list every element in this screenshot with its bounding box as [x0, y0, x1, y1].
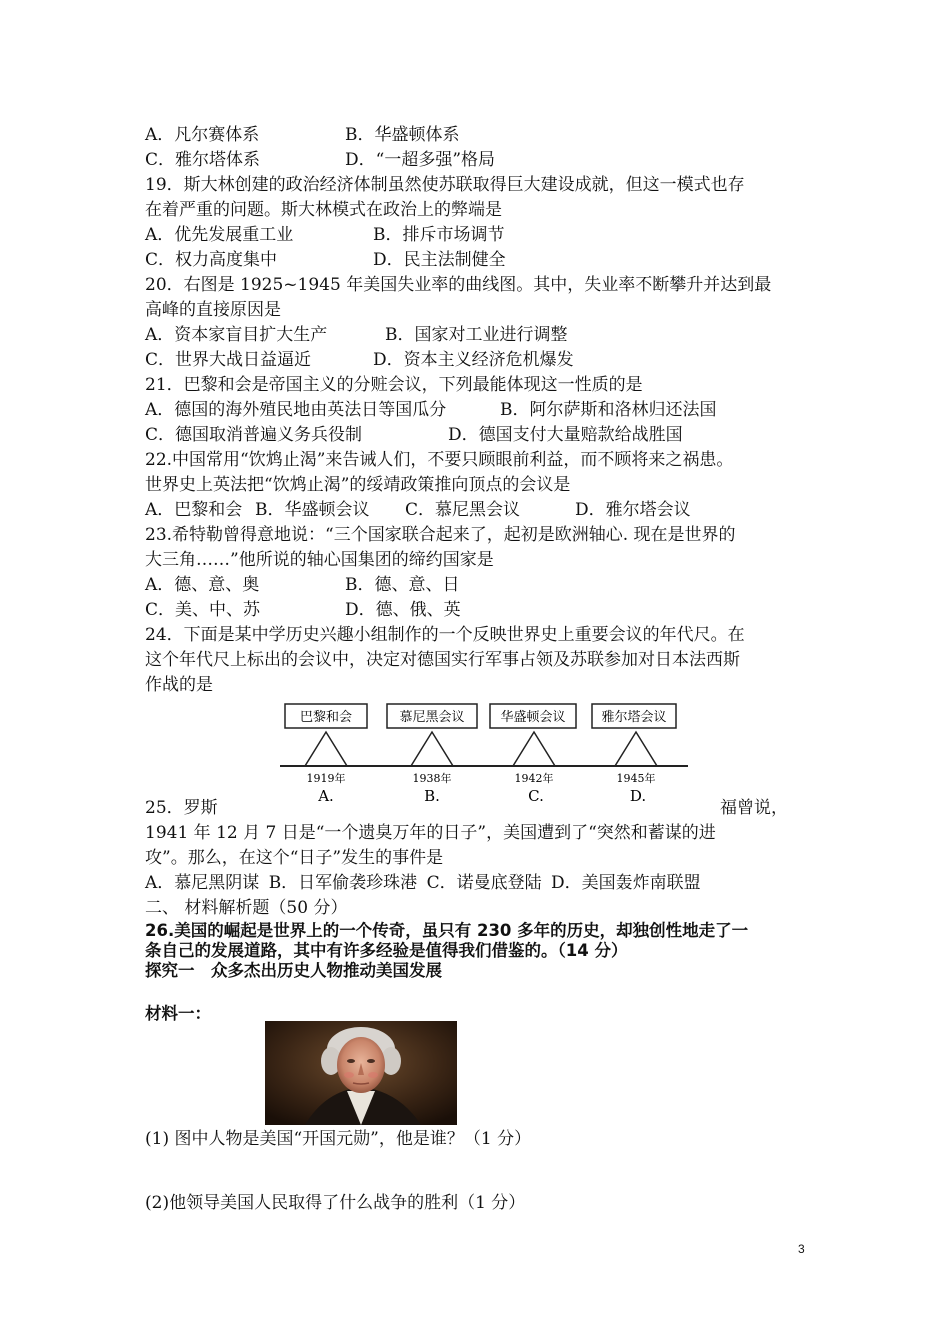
q23-stem-line2: 大三角……”他所说的轴心国集团的缔约国家是 [145, 550, 494, 570]
q20-stem-line2: 高峰的直接原因是 [145, 300, 281, 320]
q21-stem: 21．巴黎和会是帝国主义的分赃会议，下列最能体现这一性质的是 [145, 375, 643, 395]
q22-option-d: D．雅尔塔会议 [575, 500, 691, 520]
q22-option-c: C．慕尼黑会议 [405, 500, 521, 520]
q19-option-b: B．排斥市场调节 [373, 225, 505, 245]
q23-option-d: D．德、俄、英 [345, 600, 461, 620]
q26-stem-line1: 26.美国的崛起是世界上的一个传奇，虽只有 230 多年的历史，却独创性地走了一 [145, 921, 749, 940]
q20-option-b: B．国家对工业进行调整 [385, 325, 568, 345]
event-letter: C. [528, 787, 544, 805]
q19-stem-line2: 在着严重的问题。斯大林模式在政治上的弊端是 [145, 200, 502, 220]
q20-option-d: D．资本主义经济危机爆发 [373, 350, 574, 370]
q25-stem-end: 福曾说， [720, 798, 788, 818]
event-year: 1942年 [514, 772, 554, 785]
q24-stem-line1: 24．下面是某中学历史兴趣小组制作的一个反映世界史上重要会议的年代尺。在 [145, 625, 745, 645]
q26-explore-1: 探究一 众多杰出历史人物推动美国发展 [145, 961, 442, 980]
q18-option-b: B．华盛顿体系 [345, 125, 460, 145]
q22-option-a: A．巴黎和会 [145, 500, 243, 520]
event-year: 1945年 [616, 772, 656, 785]
q21-options-row1 [145, 399, 717, 421]
q20-stem-line1: 20．右图是 1925~1945 年美国失业率的曲线图。其中，失业率不断攀升并达到最 [145, 275, 772, 295]
event-triangle [513, 732, 555, 766]
event-letter: A. [318, 787, 334, 805]
event-label: 雅尔塔会议 [601, 710, 667, 725]
q25-option-d: D．美国轰炸南联盟 [551, 873, 701, 893]
q25-option-c: C．诺曼底登陆 [426, 873, 542, 893]
q23-options-row1 [145, 574, 460, 596]
event-year: 1919年 [306, 772, 346, 785]
q25-option-a: A．慕尼黑阴谋 [145, 873, 260, 893]
q20-option-a: A．资本家盲目扩大生产 [145, 325, 328, 345]
q20-options-row1 [145, 324, 568, 346]
q20-options-row2 [145, 349, 574, 371]
q24-stem-line3: 作战的是 [145, 675, 213, 695]
event-label: 慕尼黑会议 [399, 710, 465, 725]
event-label: 巴黎和会 [299, 710, 353, 725]
q25-stem-line3: 攻”。那么，在这个“日子”发生的事件是 [145, 848, 444, 868]
q23-option-c: C．美、中、苏 [145, 600, 261, 620]
q21-option-a: A．德国的海外殖民地由英法日等国瓜分 [145, 400, 447, 420]
q19-option-a: A．优先发展重工业 [145, 225, 294, 245]
timeline-event-d [592, 704, 676, 805]
event-triangle [305, 732, 347, 766]
q19-option-c: C．权力高度集中 [145, 250, 278, 270]
q25-stem-line2: 1941 年 12 月 7 日是“一个遗臭万年的日子”，美国遭到了“突然和蓄谋的进 [145, 823, 716, 843]
q19-option-d: D．民主法制健全 [373, 250, 506, 270]
q26-sub-question-1: (1) 图中人物是美国“开国元勋”，他是谁？（1 分） [145, 1129, 532, 1149]
q18-options-row2 [145, 149, 496, 171]
q19-stem-line1: 19．斯大林创建的政治经济体制虽然使苏联取得巨大建设成就，但这一模式也存 [145, 175, 745, 195]
q21-option-b: B．阿尔萨斯和洛林归还法国 [500, 400, 717, 420]
q23-option-a: A．德、意、奥 [145, 575, 260, 595]
q23-option-b: B．德、意、日 [345, 575, 460, 595]
q22-stem-line1: 22.中国常用“饮鸩止渴”来告诫人们，不要只顾眼前利益，而不顾将来之祸患。 [145, 450, 734, 470]
timeline-event-c [490, 704, 576, 805]
q22-options-row [145, 499, 691, 521]
event-letter: B. [424, 787, 440, 805]
portrait-image [265, 1021, 457, 1125]
q21-option-c: C．德国取消普遍义务兵役制 [145, 425, 363, 445]
event-triangle [615, 732, 657, 766]
q18-option-c: C．雅尔塔体系 [145, 150, 261, 170]
event-year: 1938年 [412, 772, 452, 785]
q18-option-d: D．“一超多强”格局 [345, 150, 496, 170]
q26-stem-line2: 条自己的发展道路，其中有许多经验是值得我们借鉴的。（14 分） [145, 941, 628, 960]
q24-stem-line2: 这个年代尺上标出的会议中，决定对德国实行军事占领及苏联参加对日本法西斯 [145, 650, 740, 670]
q21-option-d: D．德国支付大量赔款给战胜国 [448, 425, 683, 445]
timeline-figure [280, 698, 690, 808]
q22-option-b: B．华盛顿会议 [255, 500, 370, 520]
section-2-heading: 二、 材料解析题（50 分） [145, 898, 348, 918]
q18-options-row1 [145, 124, 460, 146]
q26-material-1-label: 材料一： [145, 1004, 211, 1023]
q23-options-row2 [145, 599, 461, 621]
q20-option-c: C．世界大战日益逼近 [145, 350, 312, 370]
event-letter: D. [629, 787, 647, 805]
q19-options-row1 [145, 224, 505, 246]
timeline-event-b [387, 704, 477, 805]
q22-stem-line2: 世界史上英法把“饮鸩止渴”的绥靖政策推向顶点的会议是 [145, 475, 571, 495]
q19-options-row2 [145, 249, 506, 271]
q18-option-a: A．凡尔赛体系 [145, 125, 260, 145]
q25-stem-start: 25．罗斯 [145, 798, 218, 818]
q25-options-row [145, 872, 701, 894]
q21-options-row2 [145, 424, 683, 446]
q26-sub-question-2: (2)他领导美国人民取得了什么战争的胜利（1 分） [145, 1193, 526, 1213]
q25-option-b: B．日军偷袭珍珠港 [268, 873, 418, 893]
timeline-event-a [285, 704, 367, 805]
event-label: 华盛顿会议 [500, 710, 566, 725]
event-triangle [411, 732, 453, 766]
page-number: 3 [798, 1242, 805, 1256]
q23-stem-line1: 23.希特勒曾得意地说：“三个国家联合起来了，起初是欧洲轴心. 现在是世界的 [145, 525, 736, 545]
